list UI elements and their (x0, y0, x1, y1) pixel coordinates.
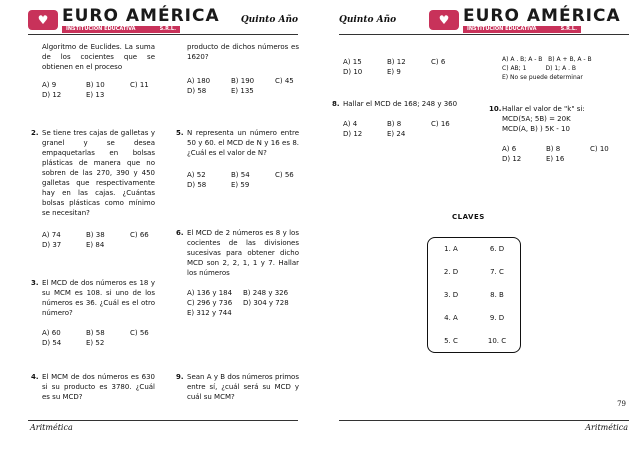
question-number: 8. (332, 100, 340, 108)
question-number: 9. (176, 373, 184, 381)
question-10 (489, 104, 627, 164)
option: D) 37 (42, 241, 62, 249)
subject-footer: Aritmética (585, 423, 628, 432)
brand-sub: INSTITUCIÓN EDUCATIVA (467, 25, 537, 32)
answer-key-item: 1. A (444, 245, 458, 254)
option: E) 312 y 744 (187, 309, 232, 317)
answer-key-item: 3. D (443, 290, 459, 299)
answer-key-item: 8. B (490, 290, 504, 299)
question-number: 5. (176, 129, 184, 137)
option: E) 135 (231, 87, 254, 95)
question-8 (332, 99, 473, 139)
option: D) 10 (343, 68, 363, 76)
option: B) 8 (387, 120, 402, 128)
question-1 (42, 42, 155, 100)
option: D) 12 (502, 155, 522, 163)
option: C) 66 (130, 231, 149, 239)
grade-label: Quinto Año (240, 15, 298, 25)
option: A) 15 (343, 58, 362, 66)
option: B) 190 (231, 77, 255, 85)
option: B) 58 (86, 329, 105, 337)
answer-key-item: 10. C (487, 336, 507, 345)
option: B) 54 (231, 171, 250, 179)
option: B) 10 (86, 81, 105, 89)
option: A) 6 (502, 145, 517, 153)
option: B) 38 (86, 231, 105, 239)
option: C) 11 (130, 81, 149, 89)
heart-logo-icon: ♥ (429, 10, 459, 30)
question-text: Se tiene tres cajas de galletas y granel y se desea empaquetarlas en bolsas plásticas de manera que no sobren de las 270, 390 y 450 galletas que respectivamente hay en las cajas. ¿Cuántas bolsas plásticas como mínimo se necesitan? (42, 129, 155, 217)
question-continued (343, 57, 473, 77)
option: C) 6 (431, 58, 446, 66)
option: A) 136 y 184 (187, 289, 233, 297)
option: A) 4 (343, 120, 358, 128)
brand-sub-suffix: S.R.L. (560, 25, 577, 32)
option: E) 52 (86, 339, 105, 347)
option: E) 13 (86, 91, 105, 99)
option: C) 296 y 736 (187, 299, 233, 307)
answer-key-item: 6. D (489, 245, 505, 254)
option: D) 12 (42, 91, 62, 99)
brand-sub: INSTITUCIÓN EDUCATIVA (66, 25, 136, 32)
option: E) 24 (387, 130, 406, 138)
question-text: Algoritmo de Euclides. La suma de los cocientes que se obtienen en el proceso (42, 43, 155, 71)
option: D) 58 (187, 87, 207, 95)
question-5 (176, 128, 299, 190)
option: E) 84 (86, 241, 105, 249)
option: B) 248 y 326 (243, 289, 289, 297)
question-text: Hallar el valor de "k" si: (502, 105, 585, 113)
option: E) 16 (546, 155, 565, 163)
equation: MCD(A, B) ) 5K - 10 (502, 125, 570, 133)
left-header (28, 6, 298, 34)
question-text: Hallar el MCD de 168; 248 y 360 (343, 100, 458, 108)
question-text: El MCM de dos números es 630 si su producto es 3780. ¿Cuál es su MCD? (42, 373, 155, 401)
question-9 (176, 372, 299, 402)
answer-key-item: 2. D (443, 268, 459, 277)
question-2 (31, 128, 155, 250)
answer-key-item: 9. D (489, 313, 505, 322)
option: C) 45 (275, 77, 294, 85)
option-line: C) AB; 1 D) 1; A . B (502, 65, 577, 72)
question-text: producto de dichos números es 1620? (187, 43, 299, 61)
option: D) 304 y 728 (243, 299, 289, 307)
question-number: 4. (31, 373, 39, 381)
answer-key-item: 5. C (444, 336, 458, 345)
question-4 (31, 372, 155, 402)
option: D) 54 (42, 339, 62, 347)
footer-rule (28, 420, 298, 421)
option: A) 60 (42, 329, 61, 337)
question-number: 6. (176, 229, 184, 237)
header-rule (339, 34, 629, 35)
option: A) 180 (187, 77, 211, 85)
question-text: Sean A y B dos números primos entre sí, ¿cuál será su MCD y cuál su MCM? (187, 373, 299, 401)
question-text: El MCD de 2 números es 8 y los cocientes de las divisiones sucesivas para obtener dicho MCD son 2, 2, 1, 1 y 7. Hallar los números (187, 229, 299, 277)
question-number: 3. (31, 279, 39, 287)
option: C) 10 (590, 145, 609, 153)
page-number: 79 (617, 400, 626, 408)
brand-name: EURO AMÉRICA (62, 5, 220, 26)
option: A) 74 (42, 231, 61, 239)
equation: MCD(5A; 5B) = 20K (502, 115, 571, 123)
option: E) 59 (231, 181, 250, 189)
option: E) 9 (387, 68, 401, 76)
brand-logo (28, 6, 220, 34)
option: C) 56 (130, 329, 149, 337)
brand-name: EURO AMÉRICA (463, 5, 621, 26)
question-number: 10. (489, 105, 502, 113)
right-header (339, 6, 629, 34)
option-line: E) No se puede determinar (502, 74, 583, 81)
question-number: 2. (31, 129, 39, 137)
question-continued-options (502, 55, 632, 82)
answer-key-item: 4. A (444, 313, 458, 322)
option-line: A) A . B; A - B B) A + B, A - B (502, 56, 592, 63)
answer-key-item: 7. C (490, 268, 504, 277)
brand-sub-suffix: S.R.L. (159, 25, 176, 32)
header-rule (28, 34, 298, 35)
brand-logo (429, 6, 621, 34)
answer-key-title: CLAVES (452, 213, 485, 221)
option: D) 12 (343, 130, 363, 138)
option: A) 52 (187, 171, 206, 179)
option: D) 58 (187, 181, 207, 189)
grade-label: Quinto Año (339, 15, 397, 25)
option: C) 56 (275, 171, 294, 179)
answer-key-box (427, 237, 521, 353)
option: B) 8 (546, 145, 561, 153)
question-3 (31, 278, 155, 348)
option: A) 9 (42, 81, 57, 89)
question-6 (176, 228, 299, 318)
option: B) 12 (387, 58, 406, 66)
question-text: El MCD de dos números es 18 y su MCM es 108. si uno de los números es 36. ¿Cuál es el otro número? (42, 279, 155, 317)
footer-rule (339, 420, 629, 421)
option: C) 16 (431, 120, 450, 128)
heart-logo-icon: ♥ (28, 10, 58, 30)
question-text: N representa un número entre 50 y 60. el MCD de N y 16 es 8. ¿Cuál es el valor de N? (187, 129, 299, 157)
subject-footer: Aritmética (30, 423, 73, 432)
right-page (319, 0, 638, 451)
question-continued (187, 42, 299, 96)
